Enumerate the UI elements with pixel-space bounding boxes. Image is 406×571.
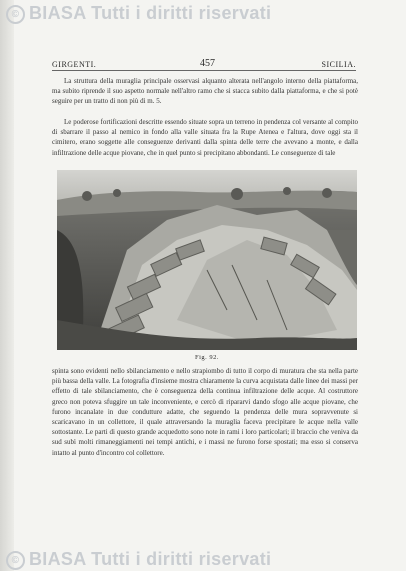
paragraph-3: spinta sono evidenti nello sbilanciamento e nello strapiombo di tutto il corpo di muratura che sta nella parte più bassa della valle. La fotografia d'insieme mostra chiaramente la curva acquistata dalle linee dei massi per effetto di tale sbilanciamento, che è conseguenza della continua infiltrazione delle acque. Al costruttore greco non poteva sfuggire un tale inconveniente, e cercò di ripararvi dando sfogo alle acque piovane, che furono incanalate in due condutture adatte, che seguendo la pendenza delle mura sopravvenute si scaricavano in un collettore, il quale attraversando la muraglia faceva precipitare le acque nella valle sottostante. Le parti di questo grande acquedotto sono note in rami i loro particolari; il braccio che veniva da sud subì molti rimaneggiamenti nei tempi antichi, e i massi ne furono forse spostati; ma esso si conserva intatto al punto d'incontro col collettore. bbox=[52, 367, 358, 457]
paragraph-2: Le poderose fortificazioni descritte essendo situate sopra un terreno in pendenza col versante al compito di sbarrare il passo al nemico in fondo alla valle situata fra la Rupe Atenea e l'altura, dove oggi sta il cimitero, erano soggette alle conseguenze derivanti dalla spinta delle terre che avevano a monte, e dalla infiltrazione delle acque piovane, che in quel punto si precipitano abbondanti. Le conseguenze di tale bbox=[52, 118, 358, 157]
figure-photo bbox=[57, 170, 357, 350]
page-binding-shadow bbox=[0, 0, 14, 571]
figure-caption: Fig. 92. bbox=[194, 354, 220, 361]
watermark-bottom-text: BIASA Tutti i diritti riservati bbox=[29, 549, 272, 569]
paragraph-1: La struttura della muraglia principale osservasi alquanto alterata nell'angolo interno della piattaforma, ma subito riprende il suo aspetto normale nell'altro ramo che si stacca subito dalla piattaforma, e che si potè seguire per un tratto di non più di m. 5. bbox=[52, 77, 358, 106]
copyright-icon: © bbox=[6, 5, 25, 24]
page-number: 457 bbox=[200, 58, 215, 69]
header-rule bbox=[52, 70, 356, 71]
ruins-photograph bbox=[57, 170, 357, 350]
watermark-top bbox=[6, 3, 271, 24]
watermark-top-text: BIASA Tutti i diritti riservati bbox=[29, 3, 272, 23]
watermark-bottom bbox=[6, 549, 271, 570]
copyright-icon: © bbox=[6, 551, 25, 570]
header-right: SICILIA. bbox=[321, 60, 356, 69]
header-left: GIRGENTI. bbox=[52, 60, 97, 69]
